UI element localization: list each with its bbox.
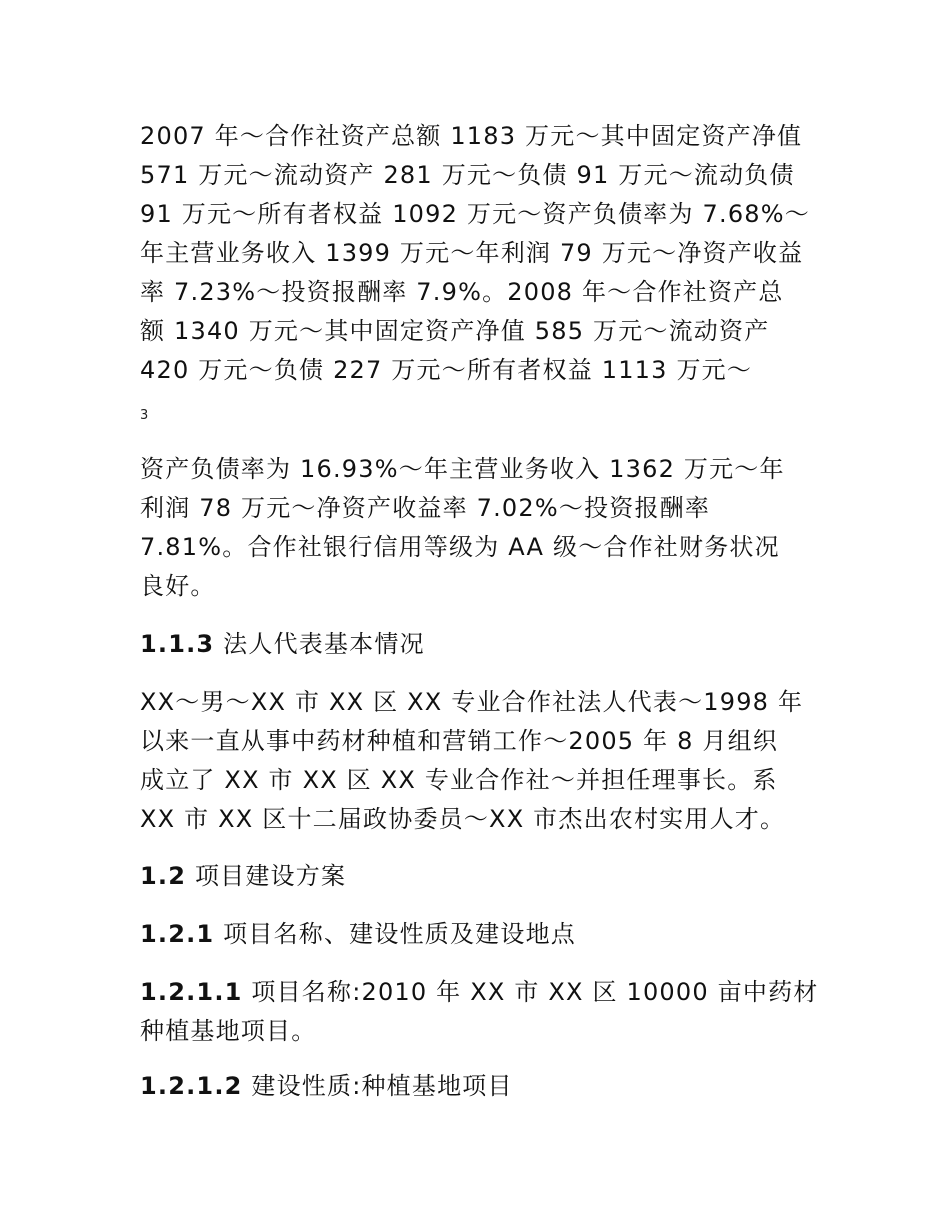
section-heading-1-1-3 xyxy=(140,628,425,660)
text-line: 7.81%。合作社银行信用等级为 AA 级～合作社财务状况 xyxy=(140,533,780,561)
text-line: 资产负债率为 16.93%～年主营业务收入 1362 万元～年 xyxy=(140,455,785,483)
section-heading-1-2-1-1 xyxy=(140,973,820,1051)
text-line: 利润 78 万元～净资产收益率 7.02%～投资报酬率 xyxy=(140,494,711,522)
section-number: 1.2.1 xyxy=(140,920,215,948)
section-title: 项目建设方案 xyxy=(186,862,347,890)
section-heading-1-2 xyxy=(140,860,346,892)
section-title: 项目名称、建设性质及建设地点 xyxy=(214,920,576,948)
text-line: 种植基地项目。 xyxy=(140,1017,317,1045)
text-line xyxy=(140,973,820,1012)
text-line: 年主营业务收入 1399 万元～年利润 79 万元～净资产收益 xyxy=(140,239,804,267)
text-line: 571 万元～流动资产 281 万元～负债 91 万元～流动负债 xyxy=(140,161,795,189)
text-line: 率 7.23%～投资报酬率 7.9%。2008 年～合作社资产总 xyxy=(140,278,784,306)
text-line: XX～男～XX 市 XX 区 XX 专业合作社法人代表～1998 年 xyxy=(140,688,804,716)
text-line: 以来一直从事中药材种植和营销工作～2005 年 8 月组织 xyxy=(140,727,779,755)
section-heading-1-2-1-2 xyxy=(140,1070,513,1102)
section-number: 1.1.3 xyxy=(140,630,215,658)
text-line: XX 市 XX 区十二届政协委员～XX 市杰出农村实用人才。 xyxy=(140,805,786,833)
text-line: 2007 年～合作社资产总额 1183 万元～其中固定资产净值 xyxy=(140,122,803,150)
section-number: 1.2.1.2 xyxy=(140,1072,243,1100)
paragraph-legal-representative xyxy=(140,683,820,839)
text-line: 91 万元～所有者权益 1092 万元～资产负债率为 7.68%～ xyxy=(140,200,810,228)
paragraph-finance-2007-2008 xyxy=(140,117,820,390)
section-number: 1.2.1.1 xyxy=(140,978,243,1006)
section-title: 项目名称:2010 年 XX 市 XX 区 10000 亩中药材 xyxy=(242,978,819,1006)
text-line: 额 1340 万元～其中固定资产净值 585 万元～流动资产 xyxy=(140,317,770,345)
text-line: 420 万元～负债 227 万元～所有者权益 1113 万元～ xyxy=(140,356,753,384)
paragraph-finance-continued xyxy=(140,450,820,606)
text-line: 良好。 xyxy=(140,572,216,600)
section-heading-1-2-1 xyxy=(140,918,576,950)
section-number: 1.2 xyxy=(140,862,187,890)
text-line: 成立了 XX 市 XX 区 XX 专业合作社～并担任理事长。系 xyxy=(140,766,778,794)
page-number: 3 xyxy=(140,408,149,423)
section-title: 建设性质:种植基地项目 xyxy=(242,1072,513,1100)
section-title: 法人代表基本情况 xyxy=(214,630,425,658)
